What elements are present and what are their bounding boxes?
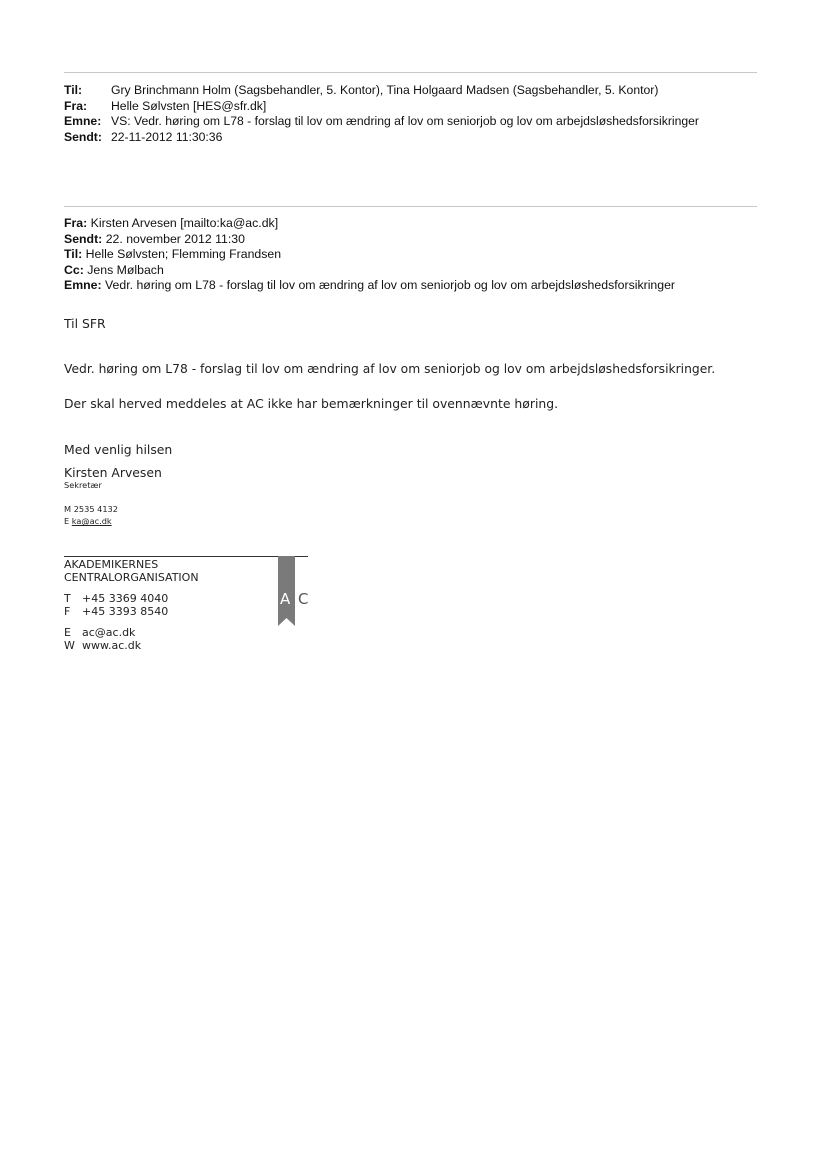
ac-logo-letter-a: A <box>280 590 291 608</box>
ac-logo-letter-c: C <box>298 590 309 608</box>
sender-email: E ka@ac.dk <box>64 516 112 526</box>
sender-mobile: M 2535 4132 <box>64 504 118 514</box>
original-header <box>64 216 675 294</box>
signature-divider <box>64 556 308 557</box>
forward-subject-row: Emne: VS: Vedr. høring om L78 - forslag til lov om ændring af lov om seniorjob og lov om arbejdsløshedsforsikringer <box>64 114 699 128</box>
forward-from-row: Fra: Helle Sølvsten [HES@sfr.dk] <box>64 98 267 113</box>
sender-name: Kirsten Arvesen <box>64 465 162 480</box>
original-cc-row: Cc: Jens Mølbach <box>64 262 164 277</box>
org-website: W www.ac.dk <box>64 639 142 652</box>
original-sent-row: Sendt: 22. november 2012 11:30 <box>64 231 245 246</box>
org-name: AKADEMIKERNES CENTRALORGANISATION <box>64 558 199 584</box>
closing: Med venlig hilsen <box>64 442 173 457</box>
message-text: Der skal herved meddeles at AC ikke har bemærkninger til ovennævnte høring. <box>64 396 559 411</box>
top-divider <box>64 72 757 73</box>
org-website-link[interactable]: www.ac.dk <box>82 639 142 652</box>
forward-sent-row: Sendt: 22-11-2012 11:30:36 <box>64 129 223 144</box>
salutation: Til SFR <box>64 316 106 331</box>
original-from-row: Fra: Kirsten Arvesen [mailto:ka@ac.dk] <box>64 216 279 230</box>
sender-email-link[interactable]: ka@ac.dk <box>71 516 112 526</box>
message-divider <box>64 206 757 207</box>
org-phone: T +45 3369 4040 <box>64 592 169 605</box>
ac-logo <box>277 556 317 628</box>
org-fax: F +45 3393 8540 <box>64 605 169 618</box>
sender-title: Sekretær <box>64 480 102 490</box>
org-email-link[interactable]: ac@ac.dk <box>82 626 136 639</box>
org-email: E ac@ac.dk <box>64 626 136 639</box>
forward-header <box>64 83 699 145</box>
original-to-row: Til: Helle Sølvsten; Flemming Frandsen <box>64 247 282 262</box>
forward-to-row: Til: Gry Brinchmann Holm (Sagsbehandler, 5. Kontor), Tina Holgaard Madsen (Sagsbehandler, 5. Kontor) <box>64 83 659 97</box>
subject-line: Vedr. høring om L78 - forslag til lov om ændring af lov om seniorjob og lov om arbejdsløshedsforsikringer. <box>64 362 716 376</box>
original-subject-row: Emne: Vedr. høring om L78 - forslag til lov om ændring af lov om seniorjob og lov om arbejdsløshedsforsikringer <box>64 278 676 293</box>
